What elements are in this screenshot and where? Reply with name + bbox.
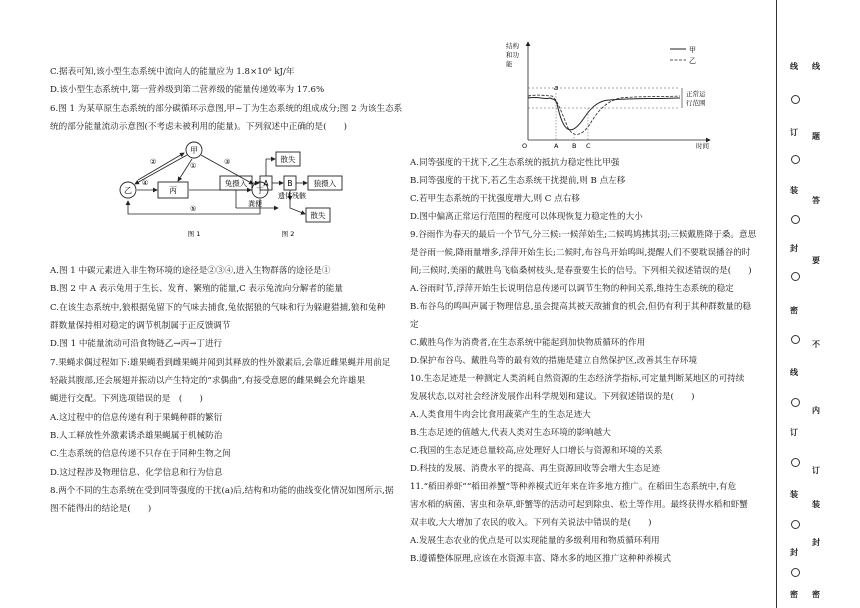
q10-stem-line2: 发展状态,以对社会经济发展作出科学规划和建议。下列叙述错误的是( ) [410,392,695,402]
margin-circle [791,568,800,577]
margin-char-zhuang: 装 [790,185,798,195]
q10-option-a: A.人类食用牛肉会比食用蔬菜产生的生态足迹大 [410,410,591,420]
fig1-node-yi: 乙 [124,186,132,195]
q10-stem-line1: 10.生态足迹是一种测定人类消耗自然资源的生态经济学指标,可定量判断某地区的可持续 [410,374,745,384]
q6-option-c-cont: 群数量保持相对稳定的调节机制属于正反馈调节 [50,321,231,331]
margin-right-char-bu: 不 [812,339,820,349]
margin-circle [791,95,800,104]
q7-option-b: B.人工释放性外激素诱杀雄果蝇属于机械防治 [50,431,223,441]
q11-stem-line2: 害水稻的病菌、害虫和杂草,虾蟹等的活动可起到除虫、松土等作用。最终获得水稻和虾蟹 [410,500,748,510]
fig2-box-rabbit-intake: 兔摄入 [224,179,248,188]
chart-range-label-1: 正常运 [686,90,706,98]
fig2-box-a: A [263,179,269,188]
q6-option-d: D.图 1 中能量流动可沿食物链乙→丙→丁进行 [50,339,223,349]
margin-right-char-yao: 要 [812,255,820,265]
q9-stem-line2: 是谷雨一候,降雨量增多,浮萍开始生长;二候时,布谷鸟开始鸣叫,提醒人们不要耽误播谷的时 [410,248,751,258]
figure-2-energy-flow [218,148,378,240]
fig2-remains-label: 遗体残骸 [278,192,306,200]
chart-ylabel-3: 能 [506,60,513,68]
q9-option-b: B.布谷鸟的鸣叫声属于物理信息,虽会提高其被天敌捕食的机会,但仍有利于其种群数量的稳 [410,302,752,312]
q10-option-c: C.我国的生态足迹总量较高,应处理好人口增长与资源和环境的关系 [410,446,663,456]
q7-stem-line1: 7.果蝇求偶过程如下:雄果蝇看到雌果蝇并闻到其释放的性外激素后,会靠近雌果蝇并用前足 [50,358,391,368]
fig1-num-5: ⑤ [190,205,197,213]
fig1-node-bing: 丙 [169,186,177,195]
q8-stem-line2: 图不能得出的结论是( ) [50,504,152,514]
margin-char-zhuang-2: 装 [790,489,798,499]
chart-tick-a: A [554,142,559,150]
q9-option-d: D.保护布谷鸟、戴胜鸟等的最有效的措施是建立自然保护区,改善其生存环境 [410,356,698,366]
fig2-box-sanshi-bottom: 散失 [310,211,326,220]
fig1-num-4: ④ [142,179,149,187]
fig2-feces-label: 粪便 [248,200,262,208]
q11-option-a: A.发展生态农业的优点是可以实现能量的多级利用和物质循环利用 [410,536,660,546]
margin-char-xian-2: 线 [790,367,798,377]
q6-stem-line1: 6.图 1 为某草原生态系统的部分碳循环示意图,甲~丁为生态系统的组成成分;图 2 为该生态系 [50,104,403,114]
q8-option-a: A.同等强度的干扰下,乙生态系统的抵抗力稳定性比甲强 [410,158,620,168]
binding-margin [776,0,860,608]
margin-right-char-nei: 内 [812,405,820,415]
margin-circle [791,398,800,407]
q11-stem-line3: 双丰收,大大增加了农民的收入。下列有关说法中错误的是( ) [410,518,652,528]
q5-option-d: D.该小型生态系统中,第一营养级到第二营养级的能量传递效率为 17.6% [50,85,325,95]
chart-legend-yi: 乙 [689,57,696,65]
margin-char-feng: 封 [790,243,798,253]
chart-annotation-a: a [554,84,559,92]
chart-range-label-2: 行范围 [686,99,706,107]
margin-circle [791,272,800,281]
margin-char-mi: 密 [790,305,798,315]
fig1-caption: 图 1 [187,230,201,238]
margin-right-char-zhuang: 装 [812,499,820,509]
q7-option-d: D.这过程涉及物理信息、化学信息和行为信息 [50,468,223,478]
q6-option-b: B.图 2 中 A 表示兔用于生长、发育、繁殖的能量,C 表示兔流向分解者的能量 [50,284,343,294]
chart-legend-jia: 甲 [689,46,696,54]
chart-xlabel: 时间 [696,142,709,150]
margin-circle [791,520,800,529]
q9-option-b-cont: 定 [410,320,419,330]
margin-circle [791,335,800,344]
q9-stem-line3: 间;三候时,美丽的戴胜鸟飞临桑树枝头,是春蚕要生长的信号。下列相关叙述错误的是( ) [410,266,752,276]
fig1-node-jia: 甲 [190,146,198,155]
q7-option-a: A.这过程中的信息传递有利于果蝇种群的繁衍 [50,413,223,423]
q10-option-b: B.生态足迹的值越大,代表人类对生态环境的影响越大 [410,428,611,438]
margin-char-xian: 线 [790,61,798,71]
margin-char-ding-2: 订 [790,427,798,437]
chart-ylabel-2: 和功 [506,51,519,59]
margin-right-char-ti: 题 [812,131,820,141]
margin-char-ding: 订 [790,127,798,137]
fig1-num-1: ① [190,162,197,170]
margin-char-feng-2: 封 [790,547,798,557]
q6-stem-line2: 统的部分能量流动示意图(不考虑未被利用的能量)。下列叙述中正确的是( ) [50,122,348,132]
q10-option-d: D.科技的发展、消费水平的提高、再生资源回收等会增大生态足迹 [410,464,660,474]
margin-circle [791,215,800,224]
chart-origin: O [522,142,528,150]
q7-stem-line2: 轻敲其腹部,还会展翅并振动以产生特定的“求偶曲”,有接受意愿的雌果蝇会允许雄果 [50,376,366,386]
q6-option-a: A.图 1 中碳元素进入非生物环境的途径是②③④,进入生物群落的途径是① [50,266,331,276]
q8-option-b: B.同等强度的干扰下,若乙生态系统干扰提前,则 B 点左移 [410,176,626,186]
q8-option-c: C.若甲生态系统的干扰强度增大,则 C 点右移 [410,194,580,204]
q5-option-c: C.据表可知,该小型生态系统中流向人的能量应为 1.8×10⁶ kJ/年 [50,67,295,77]
q7-option-c: C.生态系统的信息传递不只存在于同种生物之间 [50,449,231,459]
fig2-caption: 图 2 [281,230,295,238]
margin-right-char-mi: 密 [812,589,820,599]
q6-option-c: C.在该生态系统中,狼根据兔留下的气味去捕食,兔依据狼的气味和行为躲避猎捕,狼和兔种 [50,303,386,313]
fig2-box-wolf-intake: 狼摄入 [313,179,337,188]
margin-right-char-ding: 订 [812,465,820,475]
q8-chart [500,38,720,150]
q8-option-d: D.图中偏离正常运行范围的程度可以体现恢复力稳定性的大小 [410,212,643,222]
margin-circle [791,458,800,467]
chart-tick-c: C [586,142,591,150]
margin-right-char-da: 答 [812,195,820,205]
q11-stem-line1: 11.“稻田养虾”“稻田养蟹”等种养模式近年来在许多地方推广。在稻田生态系统中,有危 [410,482,737,492]
margin-circle [791,155,800,164]
q8-stem-line1: 8.两个不同的生态系统在受到同等强度的干扰(a)后,结构和功能的曲线变化情况如图所示,据 [50,486,394,496]
q9-stem-line1: 9.谷雨作为春天的最后一个节气,分三候:一候萍始生;二候鸣鸠拂其羽;三候戴胜降于桑。意思 [410,230,757,240]
q9-option-a: A.谷雨时节,浮萍开始生长说明信息传递可以调节生物的种间关系,维持生态系统的稳定 [410,284,734,294]
chart-ylabel-1: 结构 [506,42,519,50]
chart-tick-b: B [572,142,577,150]
fig2-box-b: B [287,179,293,188]
margin-char-mi-2: 密 [790,589,798,599]
margin-right-char-feng: 封 [812,537,820,547]
fig1-node-ding: 丁 [256,186,264,195]
q11-option-b: B.遵循整体原理,应该在水资源丰富、降水多的地区推广这种种养模式 [410,554,671,564]
margin-right-char-xian: 线 [812,61,820,71]
fig2-box-sanshi-top: 散失 [280,155,296,164]
q7-stem-line3: 蝇进行交配。下列选项错误的是 ( ) [50,394,203,404]
q9-option-c: C.戴胜鸟作为消费者,在生态系统中能起到加快物质循环的作用 [410,338,646,348]
fig1-num-2: ② [150,158,157,166]
fig1-num-3: ③ [224,158,231,166]
